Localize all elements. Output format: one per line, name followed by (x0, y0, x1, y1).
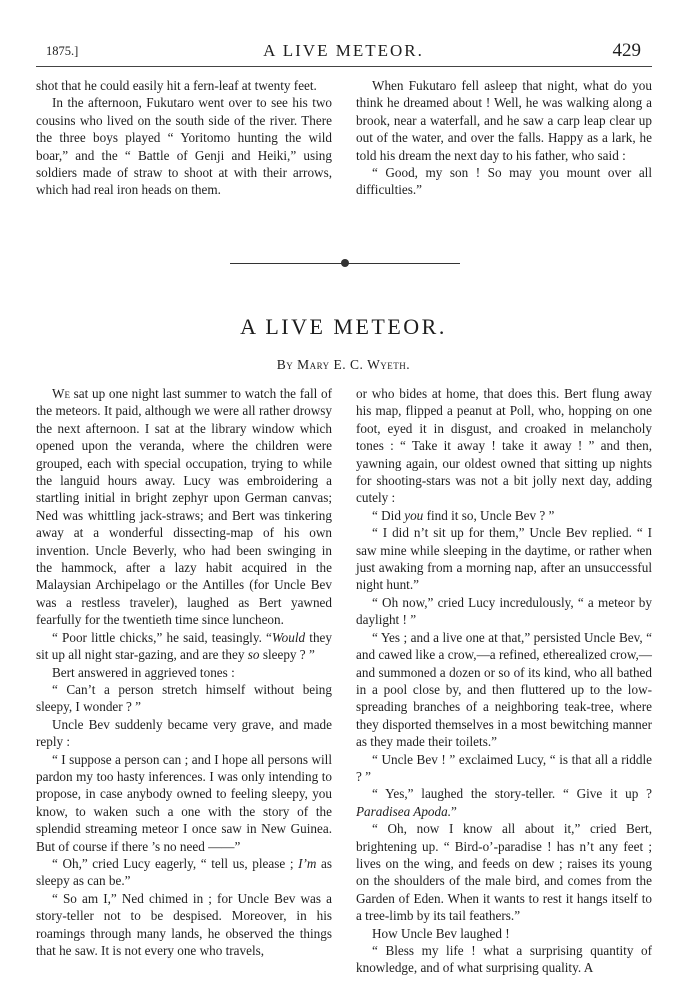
paragraph-text: ” (451, 803, 457, 819)
paragraph: shot that he could easily hit a fern-leaf at twenty feet. (36, 78, 317, 93)
article-left-column (36, 385, 332, 959)
header-rule (36, 66, 652, 67)
opening-word: We (52, 386, 70, 401)
paragraph-text: sat up one night last summer to watch the fall of the meteors. It paid, although we were all rather drowsy the next afternoon. I sat at the library window which opened upon the veranda, where the children were grouped, each with special occupation, trying to while the languid hours away. Lucy was embroidering a startling initial in bright zephyr upon German canvas; Ned was whittling jack-straws; and Bert was tinkering away at a wonderful dissecting-map of his own invention. Uncle Beverly, who had been swinging in the hammock, after a lazy habit acquired in the Malaysian Archipelago or the Antilles (for Uncle Bev was a restless traveler), laughed as Bert yawned fearfully for the twentieth time since luncheon. (36, 386, 332, 628)
previous-story-left-column (36, 77, 332, 199)
paragraph: “ Good, my son ! So may you mount over all difficulties.” (356, 165, 652, 198)
paragraph: “ Bless my life ! what a surprising quantity of knowledge, and of what surprising quality. A (356, 943, 652, 976)
paragraph: “ Uncle Bev ! ” exclaimed Lucy, “ is that all a riddle ? ” (356, 751, 652, 784)
emphasis: so (247, 647, 260, 663)
article-right-column (356, 385, 652, 977)
header-year: 1875.] (46, 44, 79, 58)
previous-story-right-column (356, 77, 652, 199)
paragraph-text: “ Oh,” cried Lucy eagerly, “ tell us, please ; (52, 855, 299, 871)
paragraph (36, 629, 332, 664)
paragraph: How Uncle Bev laughed ! (372, 925, 510, 941)
paragraph: Bert answered in aggrieved tones : (52, 664, 235, 680)
paragraph-text: as sleepy as can be.” (36, 855, 332, 889)
paragraph: In the afternoon, Fukutaro went over to see his two cousins who lived on the south side of the river. There the three boys played “ Yoritomo hunting the wild boar,” and the “ Battle of Genji and Heiki,” using soldiers made of straw to shoot at with their arrows, which had real iron heads on them. (36, 95, 332, 198)
paragraph-text: find it so, Uncle Bev ? ” (423, 507, 555, 523)
paragraph-text: “ Did (372, 507, 405, 523)
header-page-number: 429 (612, 40, 641, 61)
paragraph: “ I suppose a person can ; and I hope all persons will pardon my too hasty inferences. I was only intending to propose, in case anybody owned to feeling sleepy, you know, to waken such a one with the story of the splendid streaming meteor I once saw in New Guinea. But of course if there ’s no need ——” (36, 751, 332, 854)
paragraph: “ I did n’t sit up for them,” Uncle Bev replied. “ I saw mine while sleeping in the daytime, or rather when just awaking from a morning nap, after an unsuccessful night hunt.” (356, 525, 652, 593)
paragraph (36, 855, 332, 890)
article-byline: By Mary E. C. Wyeth. (276, 357, 411, 372)
paragraph (356, 507, 652, 524)
paragraph-text: sleepy ? ” (259, 647, 315, 663)
paragraph (356, 785, 652, 820)
header-running-title: A LIVE METEOR. (263, 41, 424, 60)
paragraph: “ Yes ; and a live one at that,” persisted Uncle Bev, “ and cawed like a crow,—a refined, etherealized crow,—and summoned a dozen or so of its kind, who all bathed in a pool close by, and then fluttered up to the low-spreading branches of a neighboring teak-tree, where they disported themselves in a most bewitching manner as they made their toilets.” (356, 629, 652, 750)
paragraph: Uncle Bev suddenly became very grave, and made reply : (36, 716, 332, 750)
page-header (0, 40, 687, 64)
emphasis: you (404, 507, 424, 523)
paragraph-text: “ Poor little chicks,” he said, teasingly. “ (52, 629, 272, 645)
emphasis: I’m (298, 855, 317, 871)
emphasis: Would (271, 629, 306, 645)
paragraph: “ Oh now,” cried Lucy incredulously, “ a meteor by daylight ! ” (356, 594, 652, 628)
paragraph-text: they sit up all night star-gazing, and are they (36, 629, 332, 663)
paragraph: When Fukutaro fell asleep that night, what do you think he dreamed about ! Well, he was walking along a brook, near a waterfall, and he saw a carp leap clear up out of the water, and over the falls. Happy as a lark, he told his dream the next day to his father, who said : (356, 78, 652, 163)
article-title: A LIVE METEOR. (240, 314, 447, 339)
paragraph: “ So am I,” Ned chimed in ; for Uncle Bev was a story-teller not to be despised. Moreover, in his roamings through many lands, he observed the things that he saw. It is not every one who travels, (36, 890, 332, 958)
paragraph: “ Can’t a person stretch himself without being sleepy, I wonder ? ” (36, 681, 332, 715)
emphasis: Paradisea Apoda. (356, 803, 451, 819)
paragraph: “ Oh, now I know all about it,” cried Bert, brightening up. “ Bird-o’-paradise ! has n’t any feet ; lives on the wing, and feeds on dew ; raises its young on the shoulders of the male bird, and comes from the Garden of Eden. When it wants to rest it hangs itself to a tree-limb by its tail feathers.” (356, 821, 652, 924)
paragraph (36, 385, 332, 629)
paragraph-text: “ Yes,” laughed the story-teller. “ Give it up ? (372, 786, 652, 802)
paragraph: or who bides at home, that does this. Bert flung away his map, flipped a peanut at Poll, who, hopping on one foot, eyed it in disgust, and croaked in melancholy tones : “ Take it away ! take it away ! ” and then, yawning again, our oldest owned that sitting up nights for shooting-stars was not a bit jolly next day, adding cutely : (356, 386, 652, 506)
divider-ornament (341, 259, 349, 267)
